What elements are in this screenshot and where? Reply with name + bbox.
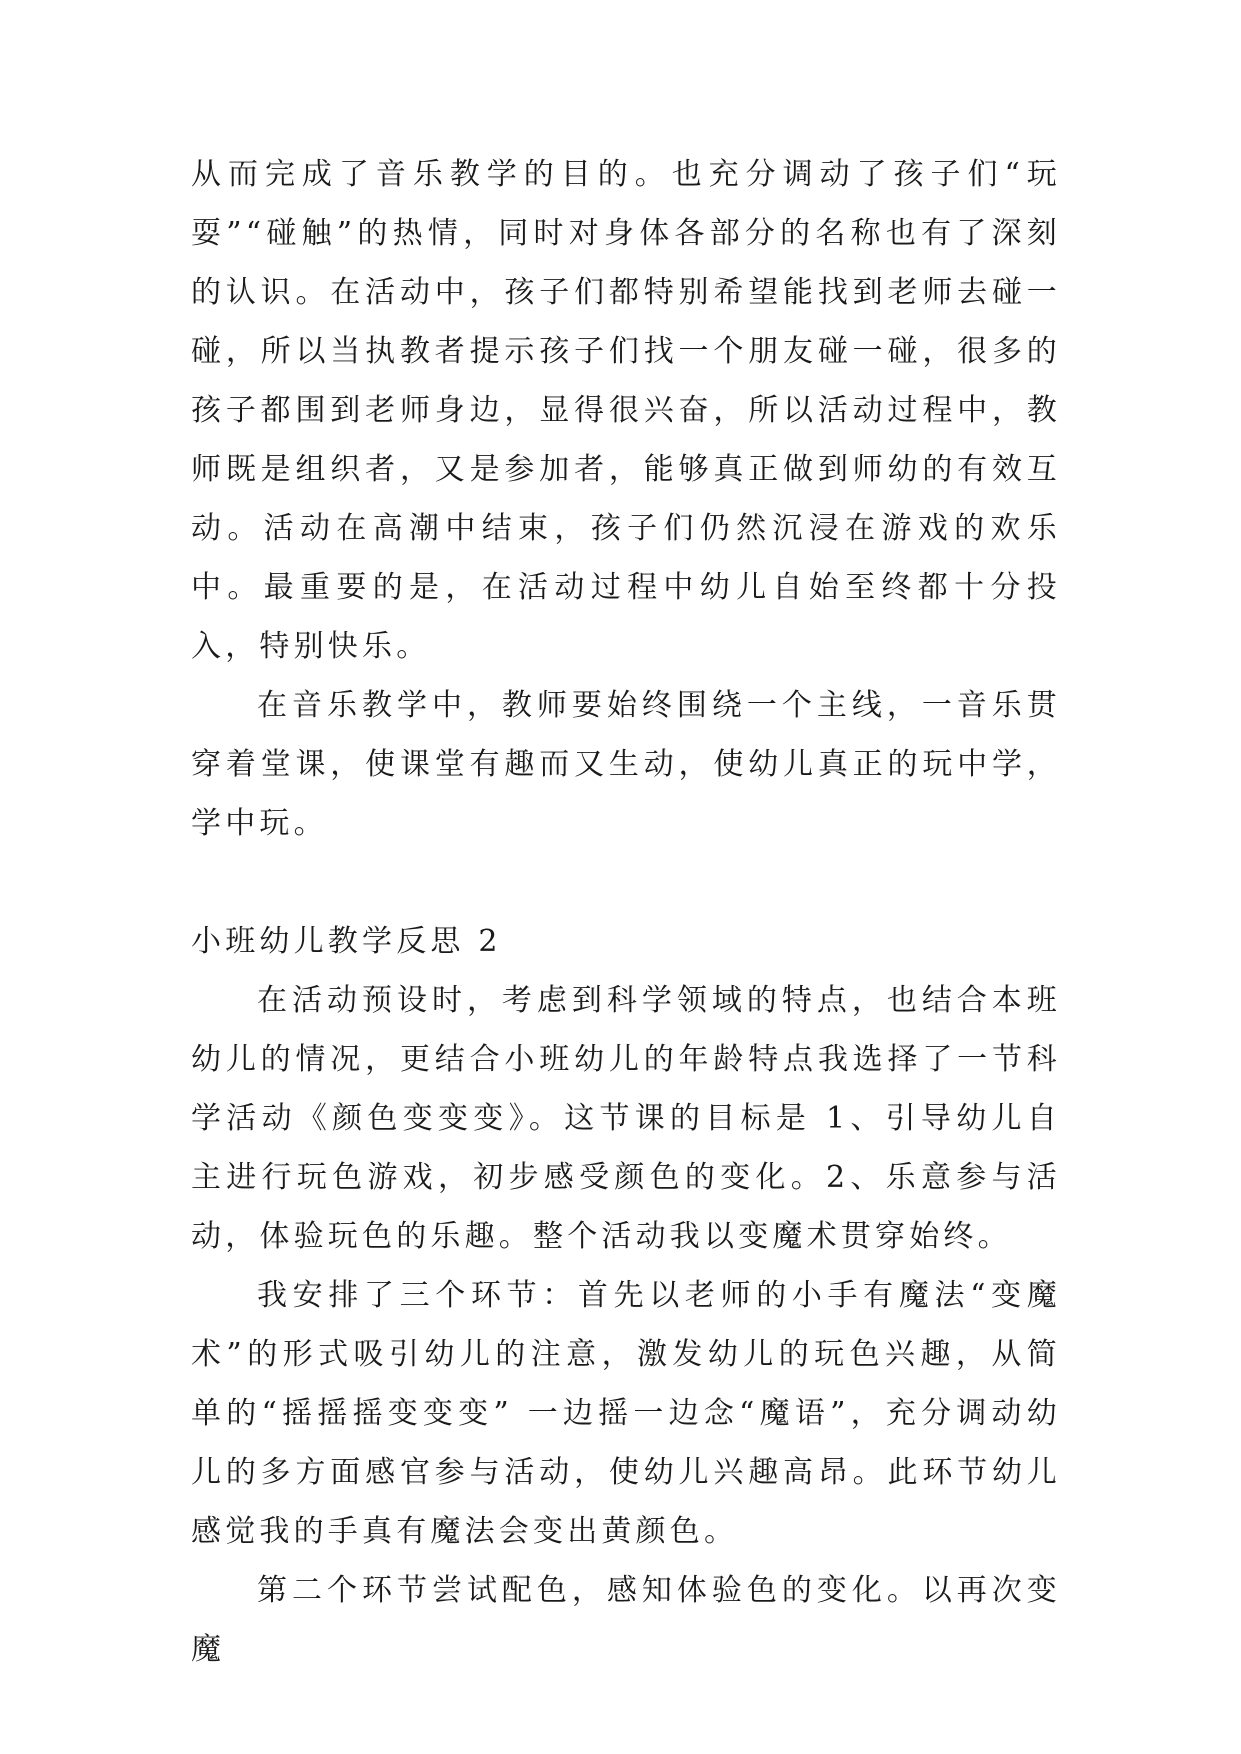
paragraph-continued: 从而完成了音乐教学的目的。也充分调动了孩子们“玩耍”“碰触”的热情，同时对身体各部分的名称也有了深刻的认识。在活动中，孩子们都特别希望能找到老师去碰一碰，所以当执教者提示孩子们找一个朋友碰一碰，很多的孩子都围到老师身边，显得很兴奋，所以活动过程中，教师既是组织者，又是参加者，能够真正做到师幼的有效互动。活动在高潮中结束，孩子们仍然沉浸在游戏的欢乐中。最重要的是，在活动过程中幼儿自始至终都十分投入，特别快乐。 bbox=[191, 157, 1061, 664]
paragraph-three-stages: 我安排了三个环节：首先以老师的小手有魔法“变魔术”的形式吸引幼儿的注意，激发幼儿的玩色兴趣，从简单的“摇摇摇变变变” 一边摇一边念“魔语”，充分调动幼儿的多方面感官参与活动，使幼儿兴趣高昂。此环节幼儿感觉我的手真有魔法会变出黄颜色。 bbox=[191, 1278, 1061, 1549]
document-body bbox=[191, 145, 1061, 1679]
section-title: 小班幼儿教学反思 2 bbox=[191, 924, 502, 959]
paragraph-activity-design: 在活动预设时，考虑到科学领域的特点，也结合本班幼儿的情况，更结合小班幼儿的年龄特点我选择了一节科学活动《颜色变变变》。这节课的目标是 1、引导幼儿自主进行玩色游戏，初步感受颜色的变化。2、乐意参与活动，体验玩色的乐趣。整个活动我以变魔术贯穿始终。 bbox=[191, 983, 1061, 1254]
paragraph-second-stage: 第二个环节尝试配色，感知体验色的变化。以再次变魔 bbox=[191, 1573, 1061, 1667]
paragraph-music-teaching: 在音乐教学中，教师要始终围绕一个主线，一音乐贯穿着堂课，使课堂有趣而又生动，使幼儿真正的玩中学，学中玩。 bbox=[191, 688, 1061, 841]
